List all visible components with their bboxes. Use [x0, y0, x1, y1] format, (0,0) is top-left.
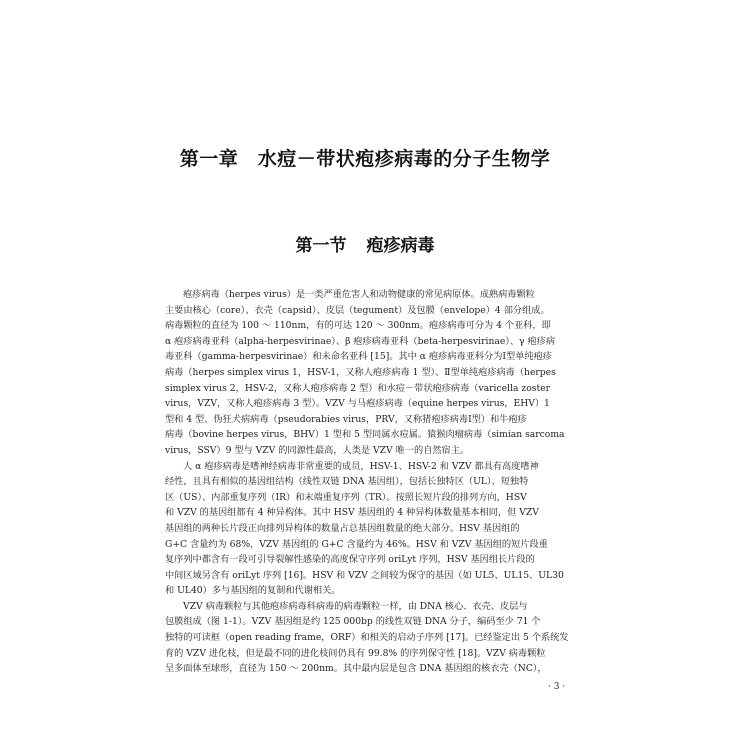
text-line: G+C 含量约为 68%，VZV 基因组的 G+C 含量约为 46%。HSV 和 VZV 基因组的短片段重 [165, 538, 548, 550]
text-line: VZV 病毒颗粒与其他疱疹病毒科病毒的病毒颗粒一样，由 DNA 核心、衣壳、皮层与 [183, 600, 528, 612]
text-line: 病毒（bovine herpes virus，BHV）1 型和 5 型同属水痘属。猿猴肉瘤病毒（simian sarcoma [165, 429, 565, 441]
text-line: 病毒（herpes simplex virus 1，HSV-1，又称人疱疹病毒 1 型）、Ⅱ型单纯疱疹病毒（herpes [165, 366, 556, 378]
text-line: virus，VZV，又称人疱疹病毒 3 型）。VZV 与马疱疹病毒（equine herpes virus，EHV）1 [165, 398, 550, 410]
text-line: 毒亚科（gamma-herpesvirinae）和未命名亚科 [15]。其中 α 疱疹病毒亚科分为Ⅰ型单纯疱疹 [165, 351, 552, 363]
text-line: simplex virus 2，HSV-2，又称人疱疹病毒 2 型）和水痘－带状疱疹病毒（varicella zoster [165, 382, 550, 394]
paragraph-1 [165, 287, 575, 459]
text-line: 中间区域另含有 oriLyt 序列 [16]。HSV 和 VZV 之间较为保守的基因（如 UL5、UL15、UL30 [165, 569, 564, 581]
text-line: 型和 4 型、伪狂犬病病毒（pseudorabies virus，PRV，又称猪疱疹病毒Ⅰ型）和牛疱疹 [165, 413, 527, 425]
text-line: 独特的可读框（open reading frame，ORF）和相关的启动子序列 [17]。已经鉴定出 5 个系统发 [165, 632, 569, 644]
text-line: 呈多面体至球形，直径为 150 ～ 200nm。其中最内层是包含 DNA 基因组的核衣壳（NC）， [165, 663, 547, 675]
section-heading [0, 231, 730, 256]
text-line: virus，SSV）9 型与 VZV 的同源性最高，人类是 VZV 唯一的自然宿主。 [165, 444, 470, 456]
text-line: 包膜组成（图 1-1）。VZV 基因组是约 125 000bp 的线性双链 DNA 分子，编码至少 71 个 [165, 616, 541, 628]
text-line: 和 UL40）多与基因组的复制和代谢相关。 [165, 585, 341, 597]
body-text [165, 287, 575, 677]
text-line: 主要由核心（core）、衣壳（capsid）、皮层（tegument）及包膜（envelope）4 部分组成。 [165, 304, 550, 316]
text-line: 和 VZV 的基因组都有 4 种异构体。其中 HSV 基因组的 4 种异构体数量基本相同，但 VZV [165, 507, 539, 519]
text-line: α 疱疹病毒亚科（alpha-herpesvirinae）、β 疱疹病毒亚科（beta-herpesvirinae）、γ 疱疹病 [165, 335, 556, 347]
text-line: 病毒颗粒的直径为 100 ～ 110nm，有的可达 120 ～ 300nm。疱疹病毒可分为 4 个亚科，即 [165, 320, 551, 332]
text-line: 育的 VZV 进化枝，但是最不同的进化枝间仍具有 99.8% 的序列保守性 [18]。VZV 病毒颗粒 [165, 647, 546, 659]
section-title: 疱疹病毒 [366, 236, 435, 256]
page-number: · 3 · [548, 682, 566, 692]
chapter-title: 第一章 水痘－带状疱疹病毒的分子生物学 [179, 148, 551, 170]
paragraph-2 [165, 459, 575, 599]
text-line: 人 α 疱疹病毒是嗜神经病毒非常重要的成员，HSV-1、HSV-2 和 VZV 都具有高度嗜神 [183, 460, 539, 472]
paragraph-3 [165, 599, 575, 677]
text-line: 基因组的两种长片段正向排列异构体的数量占总基因组数量的绝大部分。HSV 基因组的 [165, 522, 520, 534]
text-line: 复序列中都含有一段可引导裂解性感染的高度保守序列 oriLyt 序列，HSV 基因组长片段的 [165, 554, 535, 566]
section-number: 第一节 [295, 236, 347, 256]
text-line: 疱疹病毒（herpes virus）是一类严重危害人和动物健康的常见病原体。成熟病毒颗粒 [183, 289, 535, 300]
text-line: 经性，且具有相似的基因组结构（线性双链 DNA 基因组），包括长独特区（UL）、短独特 [165, 476, 529, 488]
text-line: 区（US）、内部重复序列（IR）和末端重复序列（TR）。按照长短片段的排列方向，HSV [165, 491, 527, 503]
